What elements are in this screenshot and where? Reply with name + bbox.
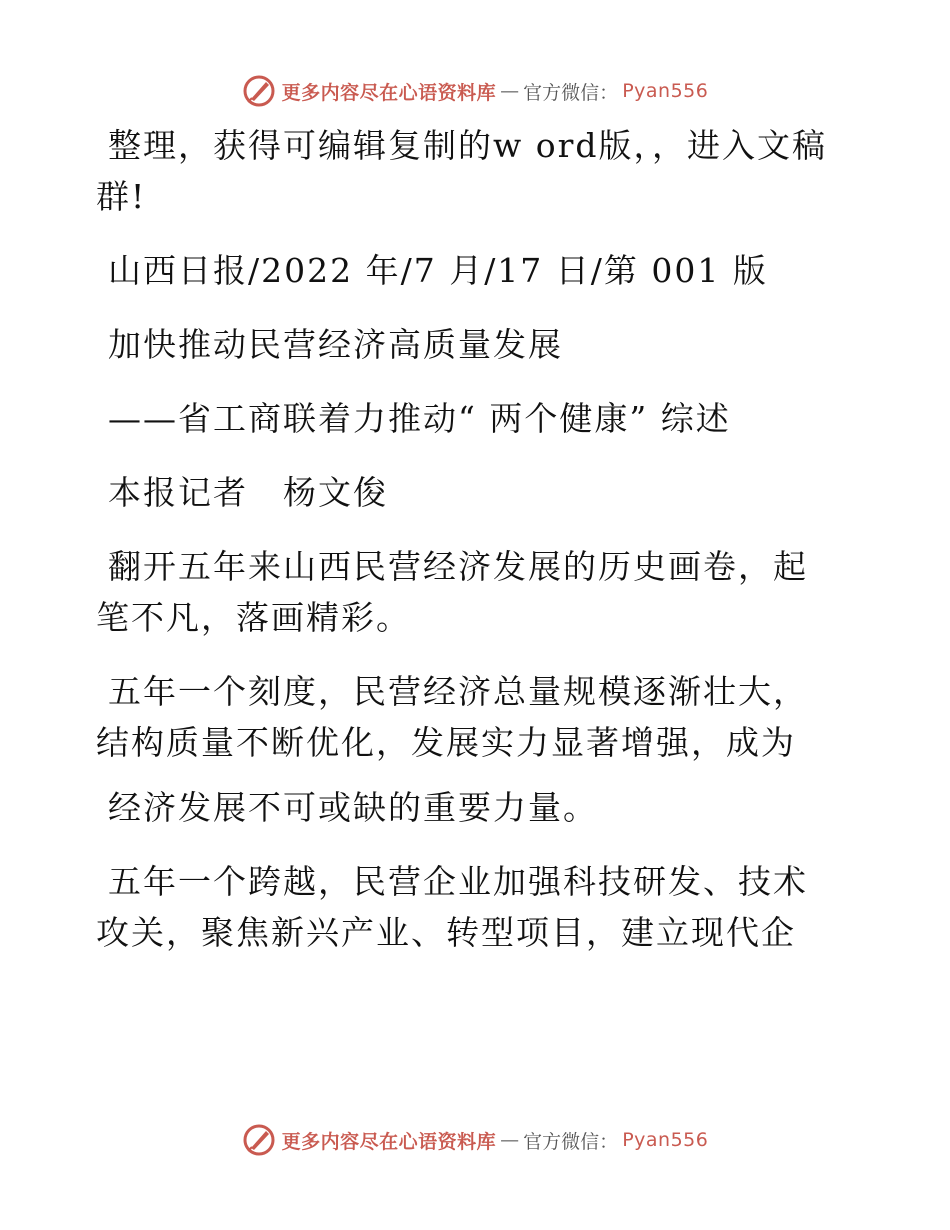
article-title: 加快推动民营经济高质量发展 [108, 325, 563, 364]
article-byline: 本报记者 杨文俊 [108, 473, 388, 512]
paragraph-body-1: 翻开五年来山西民营经济发展的历史画卷，起笔不凡，落画精彩。 [96, 547, 808, 637]
banner-dash: — [500, 1129, 520, 1151]
article-subtitle: ——省工商联着力推动“ 两个健康” 综述 [108, 399, 731, 438]
paragraph-body-3: 经济发展不可或缺的重要力量。 [108, 788, 598, 827]
footer-watermark-banner [0, 1123, 950, 1157]
quill-pen-logo-icon [242, 74, 276, 108]
banner-dash: — [500, 80, 520, 102]
banner-wechat-label: 官方微信： [523, 1130, 619, 1153]
paragraph-source-line: 山西日报/2022 年/7 月/17 日/第 001 版 [108, 251, 768, 290]
paragraph-body-2: 五年一个刻度，民营经济总量规模逐渐壮大，结构质量不断优化，发展实力显著增强，成为 [96, 672, 808, 762]
paragraph-body-4: 五年一个跨越，民营企业加强科技研发、技术攻关，聚焦新兴产业、转型项目，建立现代企 [96, 862, 808, 952]
banner-wechat-label: 官方微信： [523, 81, 619, 104]
banner-main-text: 更多内容尽在心语资料库 [281, 1130, 497, 1153]
header-watermark-banner [0, 74, 950, 108]
quill-pen-logo-icon [242, 1123, 276, 1157]
banner-main-text: 更多内容尽在心语资料库 [281, 81, 497, 104]
paragraph-intro: 整理，获得可编辑复制的w ord版，，进入文稿群! [96, 126, 828, 216]
banner-wechat-id: Pyan556 [622, 80, 709, 102]
document-body [96, 120, 831, 981]
banner-wechat-id: Pyan556 [622, 1129, 709, 1151]
